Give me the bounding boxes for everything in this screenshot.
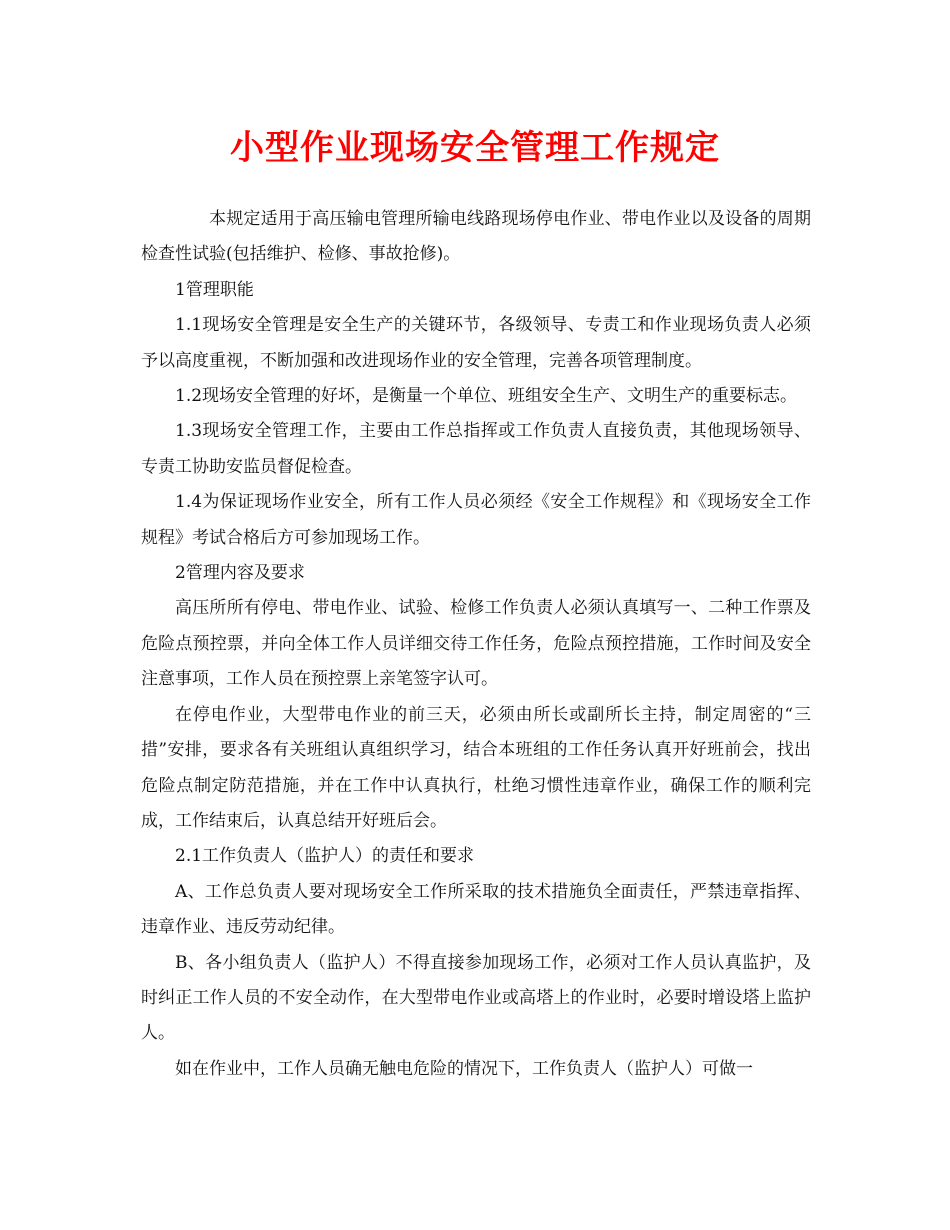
paragraph-item-a: A、工作总负责人要对现场安全工作所采取的技术措施负全面责任，严禁违章指挥、违章作业、违反劳动纪律。 — [141, 881, 811, 938]
paragraph-item-b: B、各小组负责人（监护人）不得直接参加现场工作，必须对工作人员认真监护，及时纠正工作人员的不安全动作，在大型带电作业或高塔上的作业时，必要时增设塔上监护人。 — [141, 952, 811, 1044]
paragraph-1-1: 1.1现场安全管理是安全生产的关键环节，各级领导、专责工和作业现场负责人必须予以高度重视，不断加强和改进现场作业的安全管理，完善各项管理制度。 — [141, 315, 811, 371]
paragraph-1-2: 1.2现场安全管理的好坏，是衡量一个单位、班组安全生产、文明生产的重要标志。 — [175, 386, 798, 407]
paragraph-continued: 如在作业中，工作人员确无触电危险的情况下，工作负责人（监护人）可做一 — [175, 1058, 753, 1079]
paragraph-pre-work: 在停电作业，大型带电作业的前三天，必须由所长或副所长主持，制定周密的“三措”安排，要求各有关班组认真组织学习，结合本班组的工作任务认真开好班前会，找出危险点制定防范措施，并在工作中认真执行，杜绝习惯性违章作业，确保工作的顺利完成，工作结束后，认真总结开好班后会。 — [141, 704, 811, 831]
paragraph-1-3: 1.3现场安全管理工作，主要由工作总指挥或工作负责人直接负责，其他现场领导、专责工协助安监员督促检查。 — [141, 421, 811, 477]
document-title: 小型作业现场安全管理工作规定 — [230, 128, 720, 168]
subsection-heading-2-1: 2.1工作负责人（监护人）的责任和要求 — [175, 846, 475, 867]
paragraph-scope: 本规定适用于高压输电管理所输电线路现场停电作业、带电作业以及设备的周期检查性试验(包括维护、检修、事故抢修)。 — [141, 209, 811, 265]
document-body — [141, 202, 811, 1087]
section-heading-1: 1管理职能 — [175, 279, 254, 300]
paragraph-work-tickets: 高压所所有停电、带电作业、试验、检修工作负责人必须认真填写一、二种工作票及危险点预控票，并向全体工作人员详细交待工作任务，危险点预控措施，工作时间及安全注意事项，工作人员在预控票上亲笔签字认可。 — [141, 598, 811, 690]
section-heading-2: 2管理内容及要求 — [175, 563, 305, 584]
paragraph-1-4: 1.4为保证现场作业安全，所有工作人员必须经《安全工作规程》和《现场安全工作规程》考试合格后方可参加现场工作。 — [141, 492, 811, 548]
